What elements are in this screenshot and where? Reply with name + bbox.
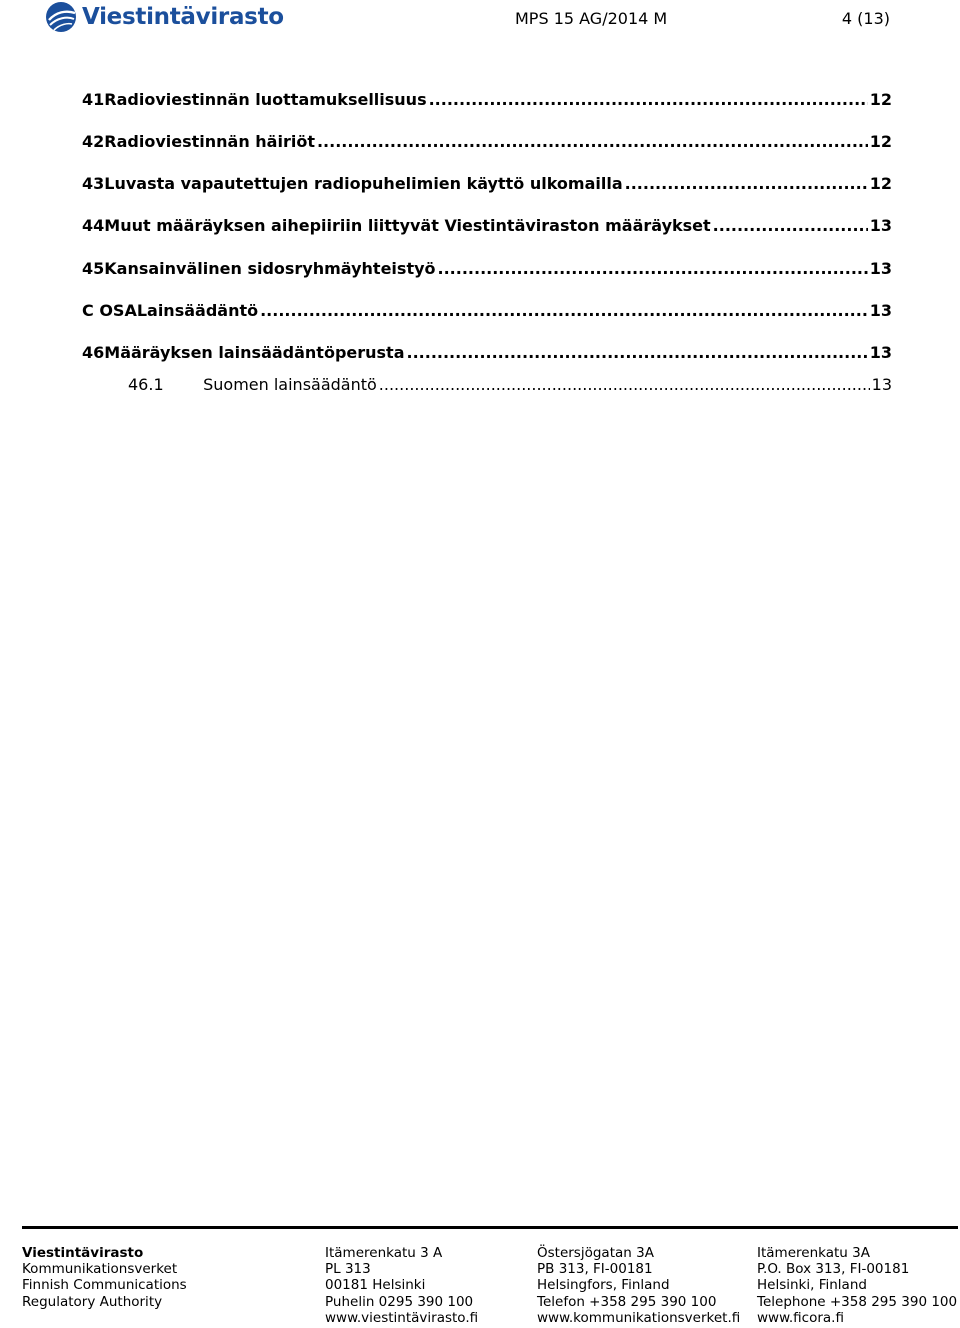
footer-link[interactable]: www.viestintävirasto.fi: [325, 1309, 479, 1326]
toc-entry[interactable]: [82, 259, 892, 281]
toc-entry[interactable]: [82, 301, 892, 323]
footer-line: Itämerenkatu 3A: [757, 1245, 870, 1261]
footer-link[interactable]: www.kommunikationsverket.fi: [537, 1309, 741, 1326]
toc-title: Määräyksen lainsäädäntöperusta: [104, 343, 405, 362]
toc-page: 13: [869, 216, 892, 235]
footer-line: Telefon +358 295 390 100: [537, 1293, 717, 1310]
toc-number: 44: [82, 216, 105, 235]
toc-leader: [317, 132, 868, 151]
footer-line: P.O. Box 313, FI-00181: [757, 1261, 910, 1278]
toc-title: Radioviestinnän luottamuksellisuus: [104, 90, 427, 109]
footer-divider: [22, 1226, 958, 1229]
toc-page: 13: [869, 259, 892, 278]
toc-entry[interactable]: [82, 216, 892, 238]
logo: [44, 0, 284, 34]
toc-title: Muut määräyksen aihepiiriin liittyvät Viestintäviraston määräykset: [104, 216, 711, 235]
toc-number: 43: [82, 174, 105, 193]
footer-line: Telephone +358 295 390 100: [757, 1293, 958, 1310]
toc-title: Suomen lainsäädäntö: [203, 375, 377, 394]
toc-page: 13: [869, 301, 892, 320]
toc-title: Luvasta vapautettujen radiopuhelimien käyttö ulkomailla: [104, 174, 623, 193]
toc-entry[interactable]: [82, 343, 892, 365]
toc-title: Kansainvälinen sidosryhmäyhteistyö: [104, 259, 436, 278]
footer-line: Viestintävirasto: [22, 1245, 144, 1261]
footer-line: 00181 Helsinki: [325, 1277, 426, 1294]
footer-line: Östersjögatan 3A: [537, 1245, 654, 1261]
footer-address-fi: [325, 1245, 478, 1326]
toc-number: 41: [82, 90, 105, 109]
footer-line: PB 313, FI-00181: [537, 1261, 653, 1278]
toc-leader: [379, 375, 870, 394]
footer-line: Regulatory Authority: [22, 1293, 163, 1310]
toc-number: 42: [82, 132, 105, 151]
toc-leader: [429, 90, 868, 109]
footer-address-sv: [537, 1245, 740, 1326]
footer-line: Itämerenkatu 3 A: [325, 1245, 443, 1261]
document-id: MPS 15 AG/2014 M: [515, 9, 668, 28]
footer-line: Finnish Communications: [22, 1277, 187, 1294]
logo-globe-icon: [44, 0, 78, 34]
footer-agency-names: [22, 1245, 187, 1310]
toc-page: 13: [871, 375, 892, 394]
toc-leader: [407, 343, 868, 362]
footer-address-en: [757, 1245, 957, 1326]
toc-entry[interactable]: [128, 375, 892, 397]
toc-entry[interactable]: [82, 90, 892, 112]
toc-entry[interactable]: [82, 132, 892, 154]
page-number: 4 (13): [841, 9, 890, 28]
footer-line: Kommunikationsverket: [22, 1261, 178, 1278]
toc-number: C OSA: [82, 301, 137, 320]
toc-page: 13: [869, 343, 892, 362]
footer-line: Helsingfors, Finland: [537, 1277, 670, 1294]
toc-entry[interactable]: [82, 174, 892, 196]
toc-leader: [260, 301, 868, 320]
toc-page: 12: [869, 174, 892, 193]
toc-leader: [438, 259, 868, 278]
toc-leader: [713, 216, 868, 235]
toc-leader: [625, 174, 868, 193]
footer-line: Puhelin 0295 390 100: [325, 1293, 474, 1310]
toc-number: 46.1: [128, 375, 164, 394]
footer-link[interactable]: www.ficora.fi: [757, 1309, 844, 1326]
toc-title: Radioviestinnän häiriöt: [104, 132, 315, 151]
toc-page: 12: [869, 90, 892, 109]
logo-wordmark: Viestintävirasto: [82, 4, 284, 30]
toc-number: 45: [82, 259, 105, 278]
footer-line: Helsinki, Finland: [757, 1277, 867, 1294]
toc-page: 12: [869, 132, 892, 151]
footer-line: PL 313: [325, 1261, 371, 1278]
toc-title: Lainsäädäntö: [136, 301, 259, 320]
toc-number: 46: [82, 343, 105, 362]
